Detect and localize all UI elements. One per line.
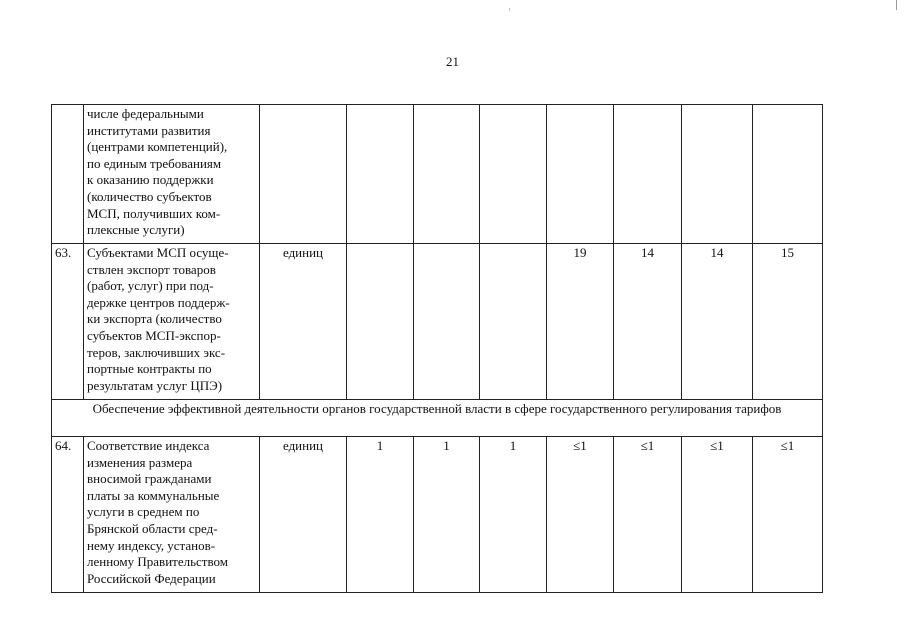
name-line: числе федеральными bbox=[87, 106, 204, 121]
value-cell: 1 bbox=[480, 437, 547, 593]
table-row-63 bbox=[52, 244, 823, 400]
value-cell: 1 bbox=[414, 437, 480, 593]
row-number-cell bbox=[52, 105, 84, 244]
name-line: (работ, услуг) при под- bbox=[87, 278, 214, 294]
indicator-name-cell bbox=[84, 437, 260, 593]
indicators-table bbox=[51, 104, 823, 593]
name-line: ленному Правительством bbox=[87, 554, 229, 570]
name-line: Брянской области сред- bbox=[87, 520, 218, 536]
name-line: Субъектами МСП осуще- bbox=[87, 245, 229, 260]
value-cell: ≤1 bbox=[753, 437, 823, 593]
value-cell: 1 bbox=[347, 437, 414, 593]
row-number-cell: 64. bbox=[52, 437, 84, 593]
value-cell bbox=[682, 105, 753, 244]
value-cell bbox=[753, 105, 823, 244]
name-line: портные контракты по bbox=[87, 361, 212, 377]
name-line: платы за коммунальные bbox=[87, 487, 220, 503]
value-cell bbox=[414, 105, 480, 244]
page-number: 21 bbox=[446, 54, 459, 69]
name-line: к оказанию поддержки bbox=[87, 172, 214, 188]
name-line: вносимой гражданами bbox=[87, 471, 212, 487]
value-cell bbox=[547, 105, 614, 244]
value-cell: 19 bbox=[547, 244, 614, 400]
table-row-64 bbox=[52, 437, 823, 593]
unit-cell: единиц bbox=[260, 244, 347, 400]
name-line: изменения размера bbox=[87, 454, 193, 470]
name-line: теров, заключивших экс- bbox=[87, 344, 226, 360]
value-cell: ≤1 bbox=[547, 437, 614, 593]
value-cell bbox=[480, 244, 547, 400]
value-cell: 15 bbox=[753, 244, 823, 400]
name-line: услуги в среднем по bbox=[87, 504, 200, 520]
name-line: держке центров поддерж- bbox=[87, 294, 230, 310]
name-line: по единым требованиям bbox=[87, 155, 222, 171]
section-header: Обеспечение эффективной деятельности органов государственной власти в сфере государственного регулирования тарифов bbox=[52, 400, 823, 437]
scan-edge-mark bbox=[896, 0, 897, 10]
name-line: нему индексу, установ- bbox=[87, 537, 216, 553]
name-line: (количество субъектов bbox=[87, 188, 212, 204]
value-cell bbox=[614, 105, 682, 244]
value-cell: ≤1 bbox=[682, 437, 753, 593]
value-cell: 14 bbox=[682, 244, 753, 400]
value-cell bbox=[414, 244, 480, 400]
name-line: МСП, получивших ком- bbox=[87, 205, 221, 221]
value-cell bbox=[347, 105, 414, 244]
name-line: ствлен экспорт товаров bbox=[87, 261, 216, 277]
table-row-continuation bbox=[52, 105, 823, 244]
name-line: результатам услуг ЦПЭ) bbox=[87, 377, 223, 393]
name-line: субъектов МСП-экспор- bbox=[87, 327, 221, 343]
value-cell bbox=[347, 244, 414, 400]
value-cell: 14 bbox=[614, 244, 682, 400]
name-line: институтами развития bbox=[87, 122, 211, 138]
scan-dust-mark bbox=[509, 8, 510, 11]
section-header-row bbox=[52, 400, 823, 437]
name-line: (центрами компетенций), bbox=[87, 139, 228, 155]
indicator-name-cell bbox=[84, 244, 260, 400]
indicator-name-cell bbox=[84, 105, 260, 244]
row-number-cell: 63. bbox=[52, 244, 84, 400]
unit-cell bbox=[260, 105, 347, 244]
unit-cell: единиц bbox=[260, 437, 347, 593]
value-cell: ≤1 bbox=[614, 437, 682, 593]
name-line: Соответствие индекса bbox=[87, 438, 210, 453]
name-line: плексные услуги) bbox=[87, 222, 185, 238]
name-line: Российской Федерации bbox=[87, 570, 216, 586]
name-line: ки экспорта (количество bbox=[87, 311, 222, 327]
value-cell bbox=[480, 105, 547, 244]
